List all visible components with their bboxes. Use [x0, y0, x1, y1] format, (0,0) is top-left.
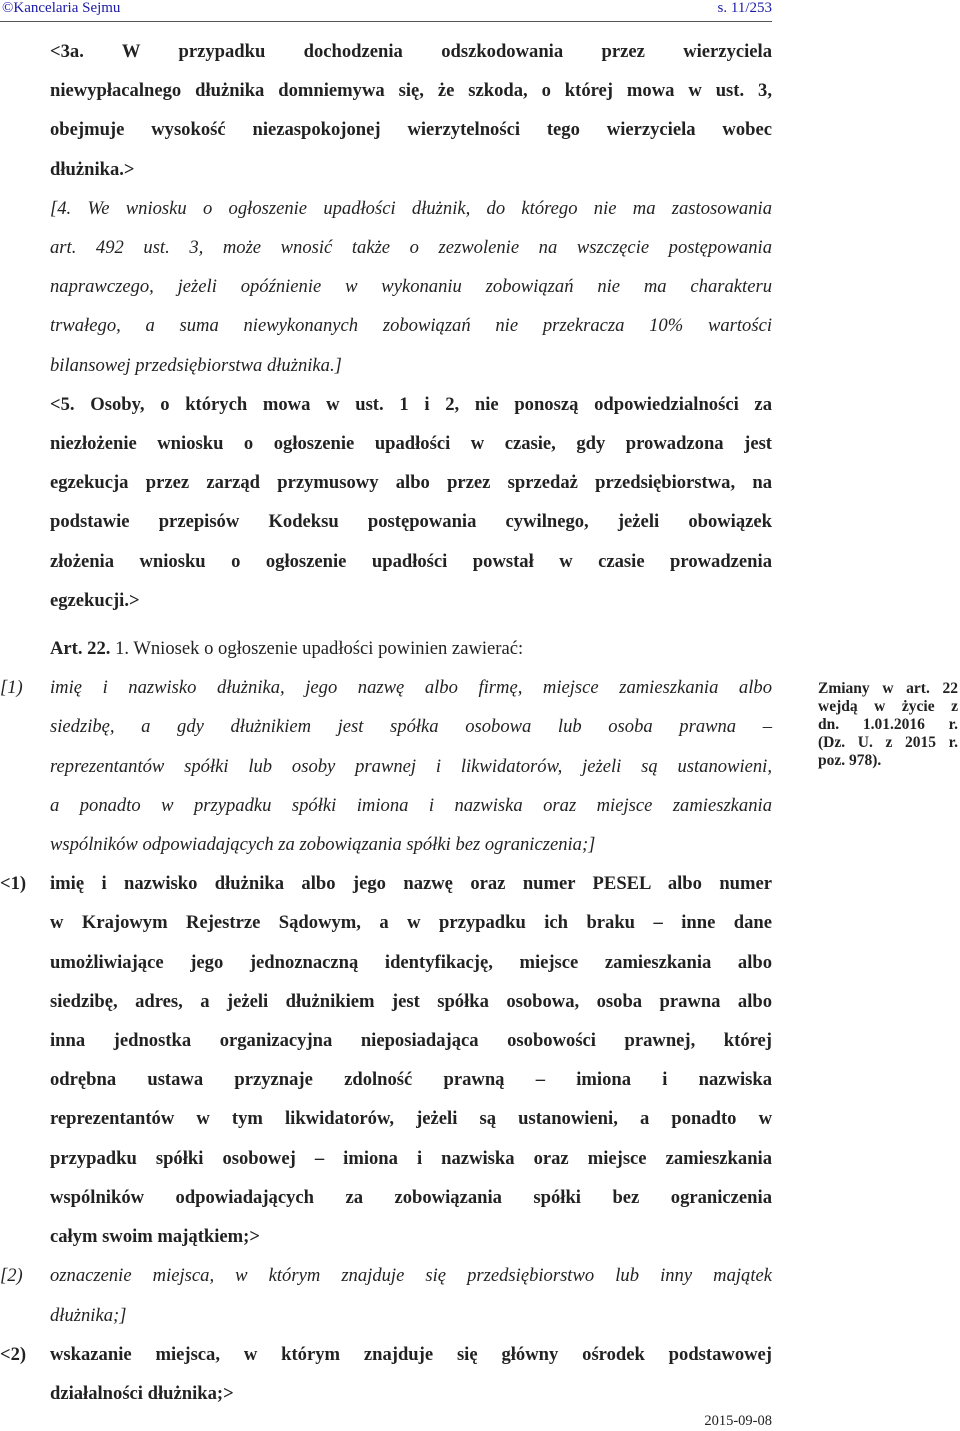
- text-line: <5. Osoby, o których mowa w ust. 1 i 2, nie ponoszą odpowiedzialności za: [50, 393, 772, 415]
- text-line: umożliwiające jego jednoznaczną identyfikację, miejsce zamieszkania albo: [50, 951, 772, 973]
- list-item-number: <2): [0, 1343, 27, 1365]
- text-line: działalności dłużnika;>: [50, 1382, 234, 1404]
- text-line: siedzibę, a gdy dłużnikiem jest spółka osobowa lub osoba prawna –: [50, 716, 772, 738]
- text-line: dłużnika.>: [50, 158, 135, 180]
- text-line: wskazanie miejsca, w którym znajduje się główny ośrodek podstawowej: [50, 1343, 772, 1365]
- document-body: [0, 32, 772, 1413]
- footer-date: 2015-09-08: [704, 1413, 772, 1429]
- margin-note: [818, 680, 958, 770]
- margin-note-line: wejdą w życie z: [818, 698, 958, 715]
- text-line: imię i nazwisko dłużnika albo jego nazwę oraz numer PESEL albo numer: [50, 873, 772, 895]
- text-line: niewypłacalnego dłużnika domniemywa się, że szkoda, o której mowa w ust. 3,: [50, 80, 772, 102]
- text-line: siedzibę, adres, a jeżeli dłużnikiem jest spółka osobowa, osoba prawna albo: [50, 990, 772, 1012]
- text-line: w Krajowym Rejestrze Sądowym, a w przypadku ich braku – inne dane: [50, 912, 772, 934]
- text-line: egzekucja przez zarząd przymusowy albo przez sprzedaż przedsiębiorstwa, na: [50, 472, 772, 494]
- list-item-number: [2): [0, 1265, 23, 1287]
- margin-note-line: dn. 1.01.2016 r.: [818, 716, 958, 733]
- text-line: [4. We wniosku o ogłoszenie upadłości dłużnik, do którego nie ma zastosowania: [50, 197, 772, 219]
- text-line: podstawie przepisów Kodeksu postępowania cywilnego, jeżeli obowiązek: [50, 511, 772, 533]
- text-line: przypadku spółki osobowej – imiona i nazwiska oraz miejsce zamieszkania: [50, 1147, 772, 1169]
- list-item-2-new: [0, 1335, 772, 1413]
- text-line: reprezentantów w tym likwidatorów, jeżeli są ustanowieni, a ponadto w: [50, 1108, 772, 1130]
- list-item-2-old: [0, 1256, 772, 1334]
- text-line: art. 492 ust. 3, może wnosić także o zezwolenie na wszczęcie postępowania: [50, 237, 772, 259]
- text-line: reprezentantów spółki lub osoby prawnej i likwidatorów, jeżeli są ustanowieni,: [50, 755, 772, 777]
- text-line: odrębna ustawa przyznaje zdolność prawną – imiona i nazwiska: [50, 1069, 772, 1091]
- header-copyright: ©Kancelaria Sejmu: [2, 0, 121, 16]
- text-line: wspólników odpowiadających za zobowiązania spółki bez ograniczenia;]: [50, 834, 596, 856]
- text-line: całym swoim majątkiem;>: [50, 1226, 260, 1248]
- text-line: imię i nazwisko dłużnika, jego nazwę albo firmę, miejsce zamieszkania albo: [50, 677, 772, 699]
- paragraph-5: [0, 385, 772, 620]
- header-divider: [0, 21, 772, 22]
- margin-note-line: (Dz. U. z 2015 r.: [818, 734, 958, 751]
- text-line: inna jednostka organizacyjna nieposiadająca osobowości prawnej, której: [50, 1030, 772, 1052]
- text-line: złożenia wniosku o ogłoszenie upadłości powstał w czasie prowadzenia: [50, 550, 772, 572]
- paragraph-3a: [0, 32, 772, 189]
- text-line: niezłożenie wniosku o ogłoszenie upadłości w czasie, gdy prowadzona jest: [50, 433, 772, 455]
- text-line: dłużnika;]: [50, 1304, 127, 1326]
- text-line: wspólników odpowiadających za zobowiązania spółki bez ograniczenia: [50, 1186, 772, 1208]
- text-line: bilansowej przedsiębiorstwa dłużnika.]: [50, 354, 342, 376]
- article-intro: 1. Wniosek o ogłoszenie upadłości powinien zawierać:: [110, 638, 524, 660]
- text-line: a ponadto w przypadku spółki imiona i nazwiska oraz miejsce zamieszkania: [50, 794, 772, 816]
- margin-note-line: Zmiany w art. 22: [818, 680, 958, 697]
- text-line: trwałego, a suma niewykonanych zobowiązań nie przekracza 10% wartości: [50, 315, 772, 337]
- list-item-1-old: [0, 668, 772, 864]
- text-line: naprawczego, jeżeli opóźnienie w wykonaniu zobowiązań nie ma charakteru: [50, 276, 772, 298]
- margin-note-line: poz. 978).: [818, 752, 882, 769]
- text-line: <3a. W przypadku dochodzenia odszkodowania przez wierzyciela: [50, 41, 772, 62]
- header-page-number: s. 11/253: [717, 0, 772, 16]
- list-item-number: [1): [0, 677, 23, 699]
- list-item-1-new: [0, 864, 772, 1256]
- text-line: obejmuje wysokość niezaspokojonej wierzytelności tego wierzyciela wobec: [50, 119, 772, 141]
- article-label: Art. 22.: [50, 638, 111, 660]
- list-item-number: <1): [0, 873, 27, 895]
- article-22-heading: [0, 629, 772, 668]
- text-line: egzekucji.>: [50, 589, 140, 611]
- paragraph-4: [0, 189, 772, 385]
- text-line: oznaczenie miejsca, w którym znajduje się przedsiębiorstwo lub inny majątek: [50, 1265, 772, 1287]
